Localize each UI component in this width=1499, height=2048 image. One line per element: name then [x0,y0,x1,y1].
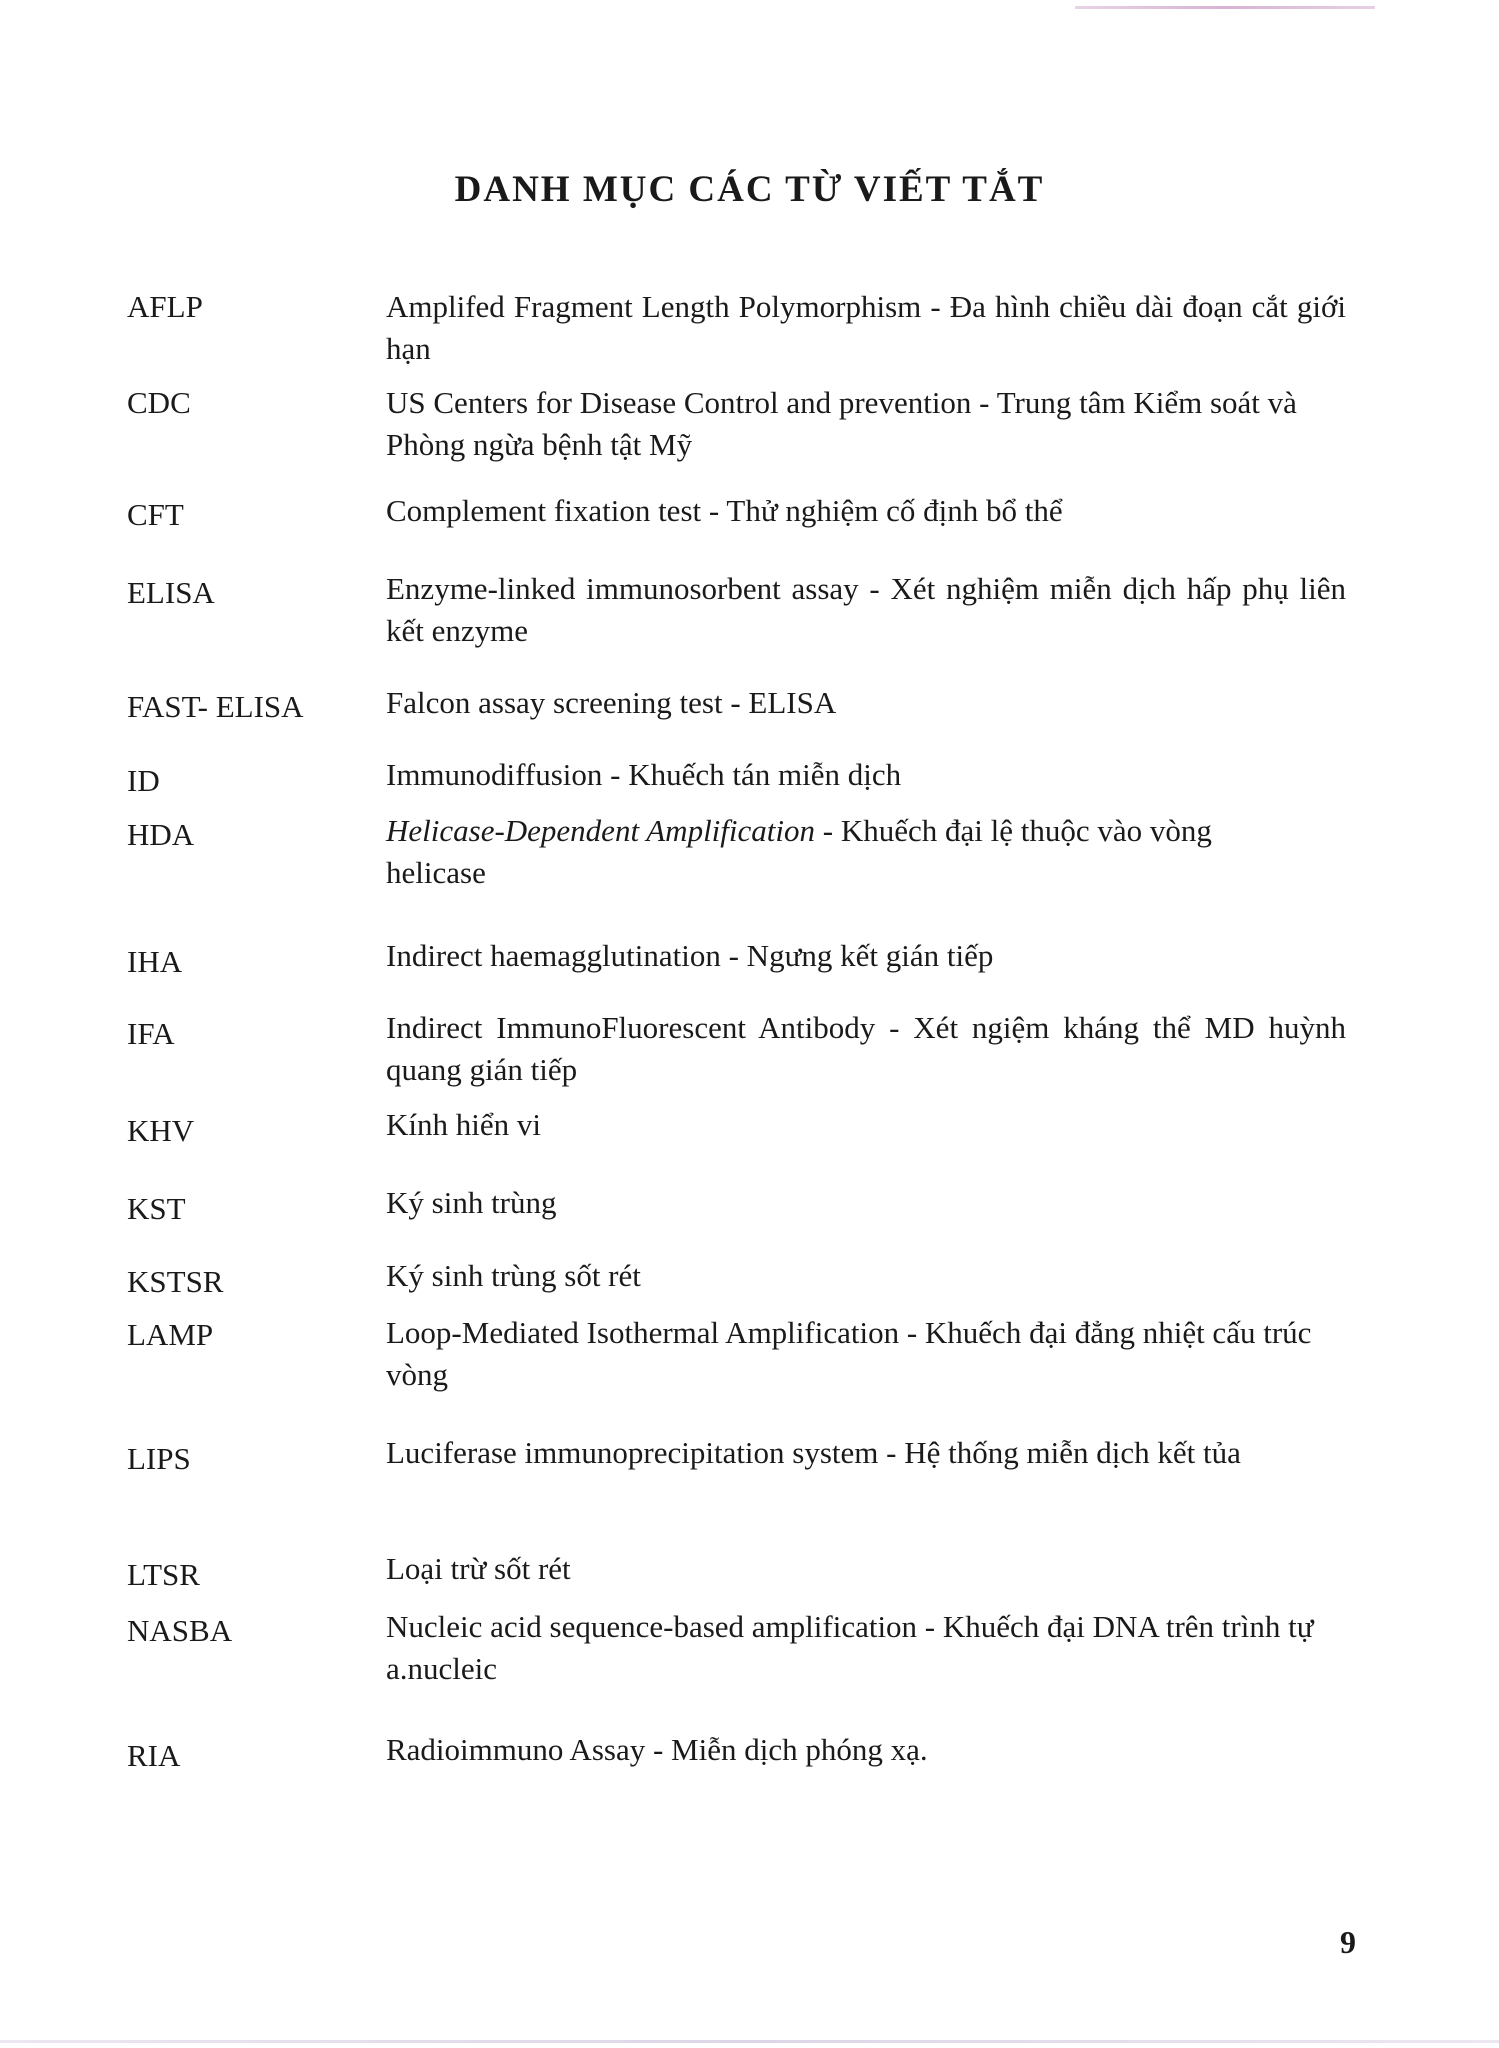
abbreviation: CFT [127,497,184,532]
definition: Radioimmuno Assay - Miễn dịch phóng xạ. [386,1732,928,1767]
page-title: DANH MỤC CÁC TỪ VIẾT TẮT [454,169,1045,210]
definition: Immunodiffusion - Khuếch tán miễn dịch [386,757,902,792]
definition: Nucleic acid sequence-based amplification - Khuếch đại DNA trên trình tự a.nucleic [386,1609,1314,1686]
abbreviation: LIPS [127,1441,191,1476]
abbreviation: LTSR [127,1557,200,1592]
abbreviation: RIA [127,1738,181,1773]
definition: Enzyme-linked immunosorbent assay - Xét nghiệm miễn dịch hấp phụ liên kết enzyme [386,571,1346,648]
definition: Ký sinh trùng sốt rét [386,1258,641,1293]
definition: Ký sinh trùng [386,1185,557,1220]
top-scan-rule [1075,6,1375,9]
bottom-scan-rule [0,2040,1499,2043]
abbreviation: LAMP [127,1317,214,1352]
definition: US Centers for Disease Control and prevention - Trung tâm Kiểm soát và Phòng ngừa bệnh tật Mỹ [386,385,1297,462]
definition-rest: - Khuếch đại lệ thuộc vào vòng helicase [386,813,1212,890]
abbreviation: ELISA [127,575,215,610]
definition: Loop-Mediated Isothermal Amplification - Khuếch đại đẳng nhiệt cấu trúc vòng [386,1315,1312,1392]
abbreviation: AFLP [127,289,203,324]
definition-italic-term: Helicase-Dependent Amplification [386,813,816,848]
definition: Falcon assay screening test - ELISA [386,685,837,720]
abbreviation: KST [127,1191,186,1226]
abbreviation: NASBA [127,1613,233,1648]
abbreviation: KHV [127,1113,195,1148]
abbreviation: CDC [127,385,191,420]
abbreviation: ID [127,763,160,798]
abbreviation: HDA [127,817,195,852]
definition: Luciferase immunoprecipitation system - Hệ thống miễn dịch kết tủa [386,1435,1241,1470]
abbreviation: FAST- ELISA [127,689,304,724]
abbreviation: KSTSR [127,1264,224,1299]
definition: Kính hiển vi [386,1107,541,1142]
definition: Indirect ImmunoFluorescent Antibody - Xét ngiệm kháng thể MD huỳnh quang gián tiếp [386,1010,1346,1087]
definition [386,810,1306,894]
definition: Indirect haemagglutination - Ngưng kết gián tiếp [386,938,994,973]
page-number: 9 [1340,1924,1356,1960]
definition: Amplifed Fragment Length Polymorphism - Đa hình chiều dài đoạn cắt giới hạn [386,289,1346,366]
definition: Loại trừ sốt rét [386,1551,571,1586]
definition: Complement fixation test - Thử nghiệm cố định bổ thể [386,493,1063,528]
abbreviation: IFA [127,1016,175,1051]
abbreviation: IHA [127,944,183,979]
